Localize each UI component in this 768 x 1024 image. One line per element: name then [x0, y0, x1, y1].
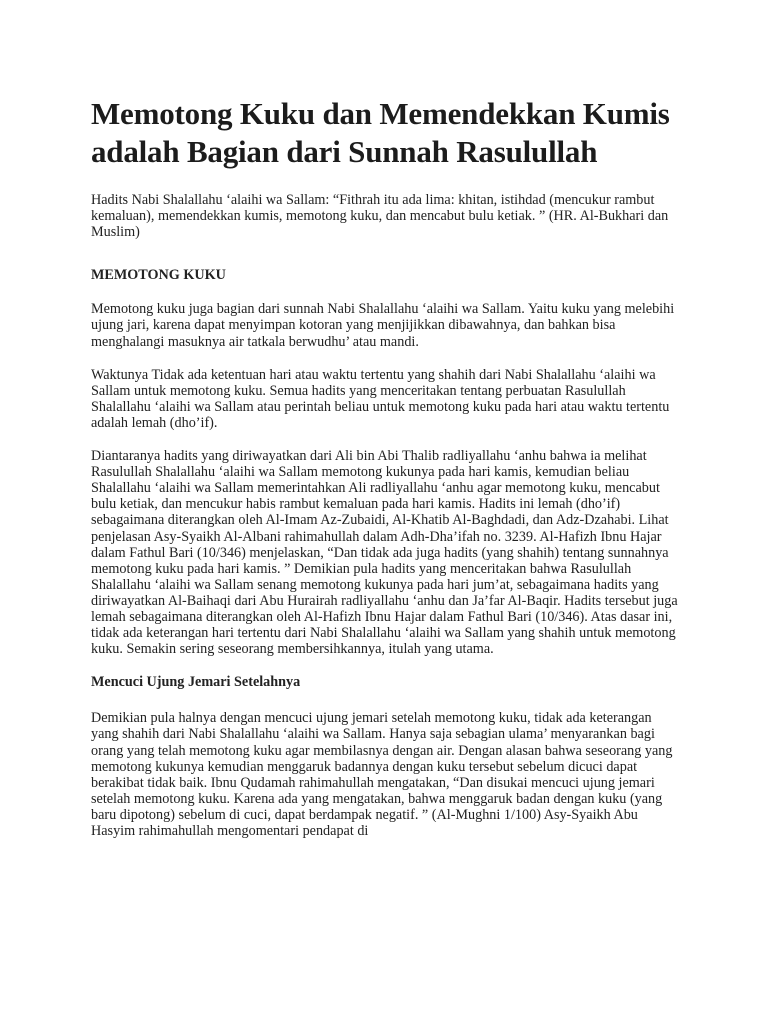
paragraph-diantaranya: Diantaranya hadits yang diriwayatkan dari Ali bin Abi Thalib radliyallahu ‘anhu bahwa ia melihat Rasulullah Shalallahu ‘alaihi wa Sallam memotong kukunya pada hari kamis, kemudian beliau Shalallahu ‘alaihi wa Sallam memerintahkan Ali radliyallahu ‘anhu agar memotong kuku, mencabut bulu ketiak, dan mencukur habis rambut kemaluan pada hari kamis. Hadits ini lemah (dho’if) sebagaimana diterangkan oleh Al-Imam Az-Zubaidi, Al-Khatib Al-Baghdadi, dan Adz-Dzahabi. Lihat penjelasan Asy-Syaikh Al-Albani rahimahullah dalam Adh-Dha’ifah no. 3239. Al-Hafizh Ibnu Hajar dalam Fathul Bari (10/346) menjelaskan, “Dan tidak ada juga hadits (yang shahih) tentang sunnahnya memotong kuku pada hari kamis. ” Demikian pula hadits yang menceritakan bahwa Rasulullah Shalallahu ‘alaihi wa Sallam senang memotong kukunya pada hari jum’at, sebagaimana hadits yang diriwayatkan Al-Baihaqi dari Abu Hurairah radliyallahu ‘anhu dan Ja’far Al-Baqir. Hadits tersebut juga lemah sebagaimana diterangkan oleh Al-Hafizh Ibnu Hajar dalam Fathul Bari (10/346). Atas dasar ini, tidak ada keterangan hari tertentu dari Nabi Shalallahu ‘alaihi wa Sallam yang shahih untuk memotong kuku. Semakin sering seseorang membersihkannya, itulah yang utama. — [91, 448, 678, 658]
paragraph-waktunya: Waktunya Tidak ada ketentuan hari atau waktu tertentu yang shahih dari Nabi Shalallahu ‘alaihi wa Sallam untuk memotong kuku. Semua hadits yang menceritakan tentang perbuatan Rasulullah Shalallahu ‘alaihi wa Sallam atau perintah beliau untuk memotong kuku pada hari atau waktu tertentu adalah lemah (dho’if). — [91, 366, 670, 431]
page-title: Memotong Kuku dan Memendekkan Kumis adalah Bagian dari Sunnah Rasulullah — [91, 96, 670, 169]
paragraph-demikian: Demikian pula halnya dengan mencuci ujung jemari setelah memotong kuku, tidak ada keterangan yang shahih dari Nabi Shalallahu ‘alaihi wa Sallam. Hanya saja sebagian ulama’ menyarankan bagi orang yang telah memotong kuku agar membilasnya dengan air. Dengan alasan bahwa seseorang yang memotong kukunya kemudian menggaruk badannya dengan kuku tersebut sebelum dicuci dapat berakibat tidak baik. Ibnu Qudamah rahimahullah mengatakan, “Dan disukai mencuci ujung jemari setelah memotong kuku. Karena ada yang mengatakan, bahwa menggaruk badan dengan kuku (yang baru dipotong) sebelum di cuci, dapat berdampak negatif. ” (Al-Mughni 1/100) Asy-Syaikh Abu Hasyim rahimahullah mengomentari pendapat di — [91, 710, 673, 839]
document-page — [91, 95, 679, 855]
paragraph-memotong-kuku: Memotong kuku juga bagian dari sunnah Nabi Shalallahu ‘alaihi wa Sallam. Yaitu kuku yang melebihi ujung jari, karena dapat menyimpan kotoran yang menjijikkan dibawahnya, dan bahkan bisa menghalangi masuknya air tatkala berwudhu’ atau mandi. — [91, 301, 675, 350]
intro-paragraph: Hadits Nabi Shalallahu ‘alaihi wa Sallam: “Fithrah itu ada lima: khitan, istihdad (mencukur rambut kemaluan), memendekkan kumis, memotong kuku, dan mencabut bulu ketiak. ” (HR. Al-Bukhari dan Muslim) — [91, 192, 669, 241]
section-heading-mencuci-ujung-jemari: Mencuci Ujung Jemari Setelahnya — [91, 674, 301, 691]
section-heading-memotong-kuku: MEMOTONG KUKU — [91, 267, 226, 284]
